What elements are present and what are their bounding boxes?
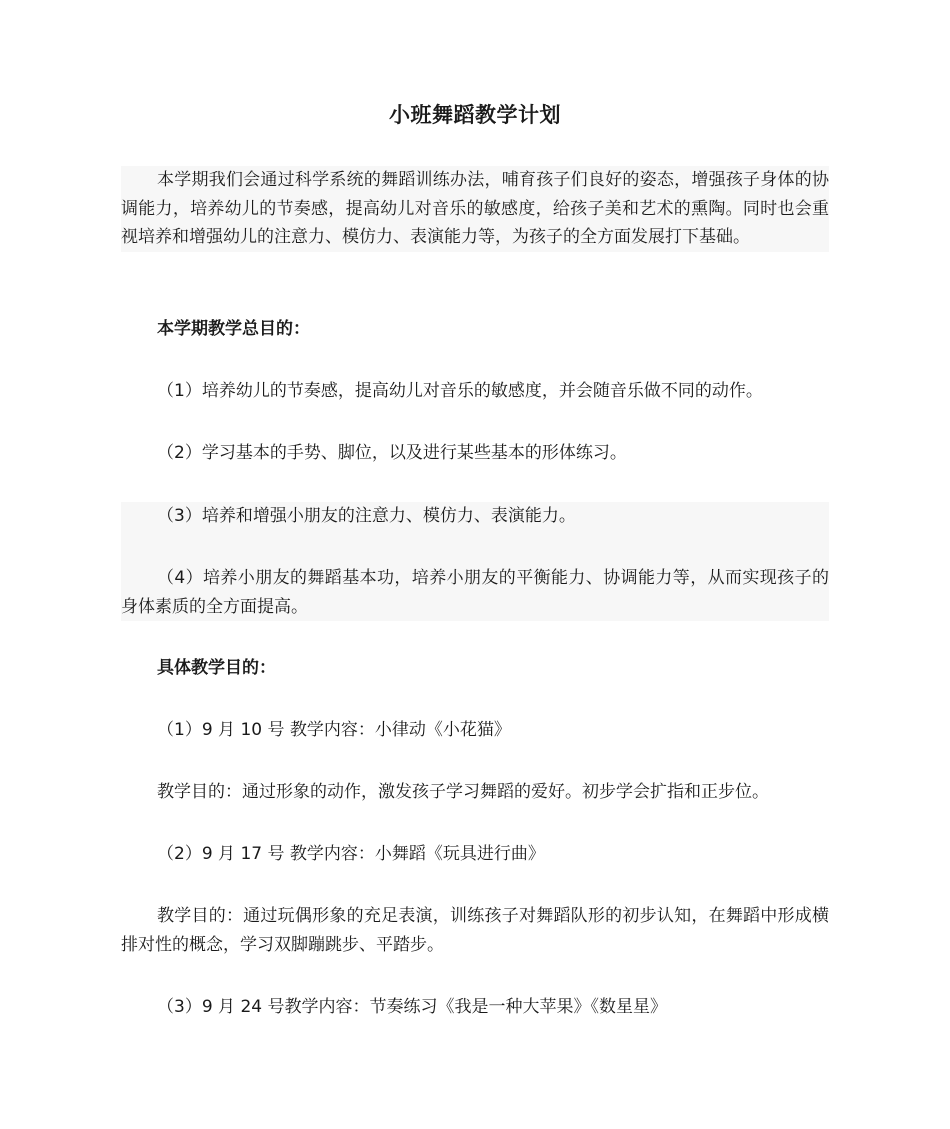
- goals-heading: 本学期教学总目的：: [157, 319, 310, 339]
- lesson-item-2: （2）9 月 17 号 教学内容：小舞蹈《玩具进行曲》: [157, 844, 545, 864]
- lesson-item-1: （1）9 月 10 号 教学内容：小律动《小花猫》: [157, 720, 511, 740]
- goal-item-2: （2）学习基本的手势、脚位，以及进行某些基本的形体练习。: [157, 443, 627, 463]
- goal-item-4: （4）培养小朋友的舞蹈基本功，培养小朋友的平衡能力、协调能力等，从而实现孩子的身体素质的全方面提高。: [121, 564, 829, 621]
- goal-item-3: （3）培养和增强小朋友的注意力、模仿力、表演能力。: [121, 502, 829, 564]
- specific-heading: 具体教学目的：: [157, 658, 276, 678]
- goal-item-1: （1）培养幼儿的节奏感，提高幼儿对音乐的敏感度，并会随音乐做不同的动作。: [157, 381, 763, 401]
- intro-paragraph: 本学期我们会通过科学系统的舞蹈训练办法，哺育孩子们良好的姿态，增强孩子身体的协调能力，培养幼儿的节奏感，提高幼儿对音乐的敏感度，给孩子美和艺术的熏陶。同时也会重视培养和增强幼儿的注意力、模仿力、表演能力等，为孩子的全方面发展打下基础。: [121, 166, 829, 252]
- lesson-goal-1: 教学目的：通过形象的动作，激发孩子学习舞蹈的爱好。初步学会扩指和正步位。: [157, 782, 769, 802]
- document-title: 小班舞蹈教学计划: [389, 103, 561, 127]
- lesson-goal-2: 教学目的：通过玩偶形象的充足表演，训练孩子对舞蹈队形的初步认知，在舞蹈中形成横排对性的概念，学习双脚蹦跳步、平踏步。: [121, 906, 829, 955]
- lesson-item-3: （3）9 月 24 号教学内容：节奏练习《我是一种大苹果》《数星星》: [157, 997, 667, 1017]
